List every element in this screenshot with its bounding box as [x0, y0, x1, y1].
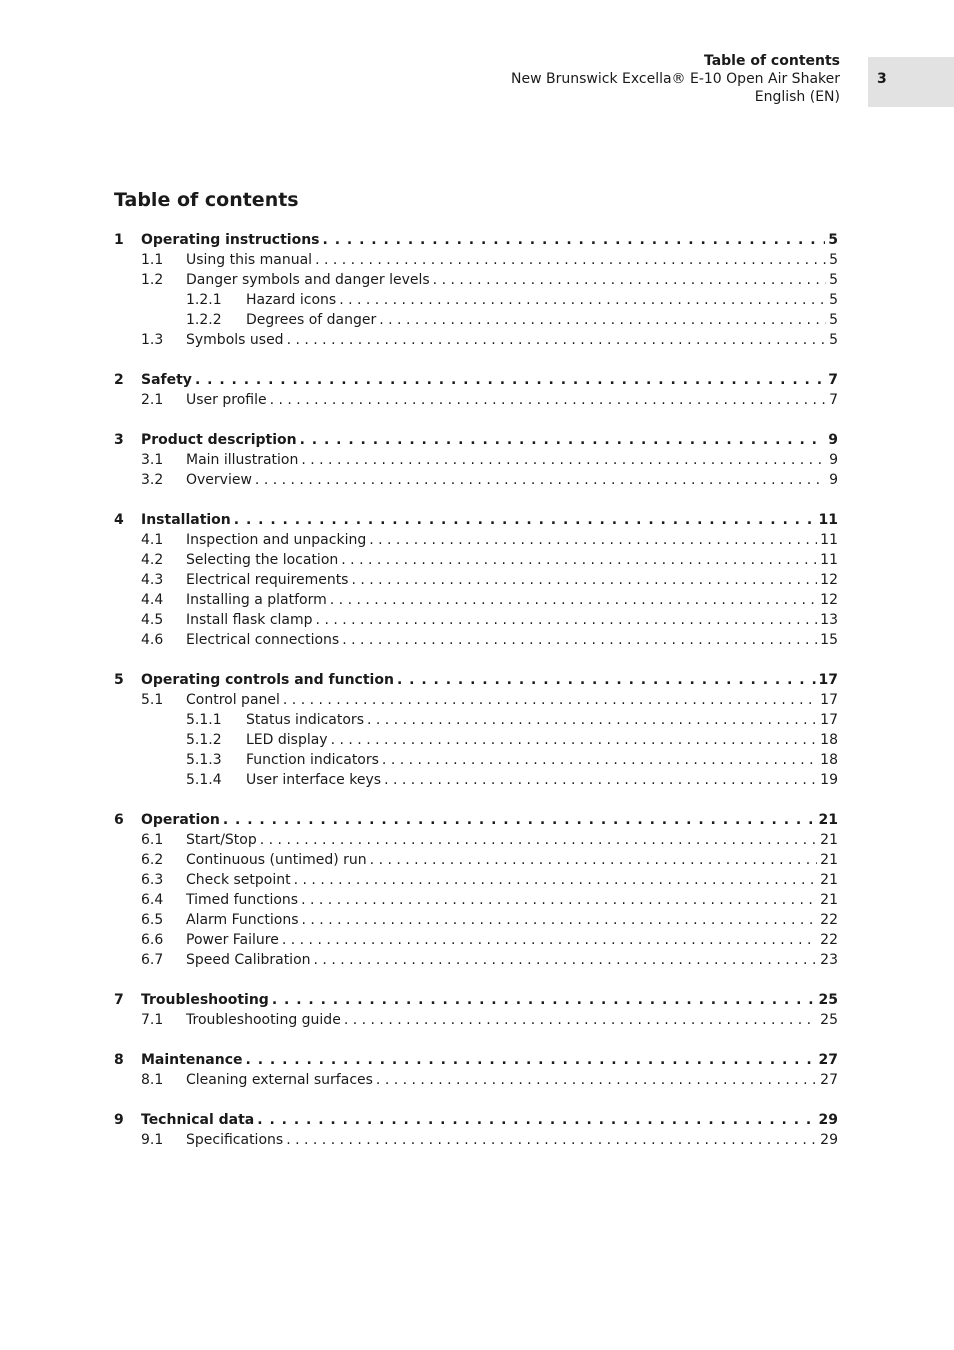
toc-subsection-entry[interactable] [114, 770, 838, 790]
toc-entry-line [186, 1130, 838, 1150]
toc-entry-title[interactable]: Electrical requirements [186, 570, 351, 590]
toc-entry-line [186, 530, 838, 550]
toc-entry-line [186, 470, 838, 490]
toc-section-entry[interactable] [114, 870, 838, 890]
toc-chapter-block [114, 670, 838, 790]
dot-leader [300, 430, 826, 450]
toc-entry-title[interactable]: Hazard icons [246, 290, 339, 310]
toc-entry-page[interactable]: 21 [820, 872, 838, 888]
toc-chapter-entry[interactable] [114, 230, 838, 250]
toc-entry-page[interactable]: 21 [820, 832, 838, 848]
toc-entry-line [186, 830, 838, 850]
toc-entry-number: 1 [114, 232, 124, 248]
toc-entry-line [141, 670, 838, 690]
toc-entry-page[interactable]: 11 [820, 552, 838, 568]
page-number: 3 [877, 71, 887, 87]
toc-entry-title[interactable]: Status indicators [246, 710, 367, 730]
toc-entry-number: 6.7 [141, 952, 164, 968]
toc-entry-page[interactable]: 9 [828, 432, 838, 448]
toc-section-entry[interactable] [114, 570, 838, 590]
toc-section-entry[interactable] [114, 590, 838, 610]
toc-entry-page[interactable]: 11 [820, 532, 838, 548]
toc-entry-number: 2 [114, 372, 124, 388]
dot-leader [286, 1130, 817, 1150]
dot-leader [302, 910, 818, 930]
dot-leader [369, 530, 817, 550]
dot-leader [331, 730, 818, 750]
toc-entry-line [141, 990, 838, 1010]
toc-entry-line [141, 510, 838, 530]
dot-leader [283, 690, 817, 710]
toc-entry-line [186, 630, 838, 650]
toc-entry-page[interactable]: 5 [829, 292, 838, 308]
toc-subsection-entry[interactable] [114, 290, 838, 310]
toc-chapter-block [114, 230, 838, 350]
toc-entry-page[interactable]: 15 [820, 632, 838, 648]
toc-entry-page[interactable]: 21 [818, 812, 838, 828]
toc-entry-number: 6 [114, 812, 124, 828]
dot-leader [257, 1110, 815, 1130]
toc-entry-title[interactable]: Technical data [141, 1110, 257, 1130]
toc-entry-page[interactable]: 29 [820, 1132, 838, 1148]
toc-section-entry[interactable] [114, 830, 838, 850]
toc-section-entry[interactable] [114, 450, 838, 470]
dot-leader [376, 1070, 817, 1090]
toc-chapter-entry[interactable] [114, 1050, 838, 1070]
toc-section-entry[interactable] [114, 850, 838, 870]
toc-entry-title[interactable]: Operating controls and function [141, 670, 397, 690]
toc-entry-number: 6.5 [141, 912, 164, 928]
dot-leader [195, 370, 825, 390]
dot-leader [384, 770, 817, 790]
toc-entry-line [186, 690, 838, 710]
toc-entry-number: 4.6 [141, 632, 164, 648]
toc-entry-title[interactable]: Operation [141, 810, 223, 830]
toc-entry-title[interactable]: Specifications [186, 1130, 286, 1150]
toc-entry-number: 5 [114, 672, 124, 688]
toc-entry-title[interactable]: Product description [141, 430, 300, 450]
toc-entry-page[interactable]: 22 [820, 932, 838, 948]
toc-subsection-entry[interactable] [114, 730, 838, 750]
toc-entry-page[interactable]: 13 [820, 612, 838, 628]
toc-entry-page[interactable]: 23 [820, 952, 838, 968]
dot-leader [379, 310, 826, 330]
toc-entry-number: 7.1 [141, 1012, 164, 1028]
toc-chapter-block [114, 1050, 838, 1090]
toc-entry-number: 5.1.3 [186, 752, 222, 768]
dot-leader [341, 550, 817, 570]
running-header [511, 52, 840, 106]
toc-chapter-entry[interactable] [114, 810, 838, 830]
toc-entry-page[interactable]: 12 [820, 572, 838, 588]
toc-entry-line [141, 1050, 838, 1070]
toc-entry-title[interactable]: Cleaning external surfaces [186, 1070, 376, 1090]
toc-entry-number: 4.1 [141, 532, 164, 548]
toc-entry-page[interactable]: 5 [829, 272, 838, 288]
toc-entry-title[interactable]: Degrees of danger [246, 310, 379, 330]
toc-entry-number: 1.1 [141, 252, 164, 268]
toc-chapter-block [114, 370, 838, 410]
toc-entry-title[interactable]: Symbols used [186, 330, 287, 350]
toc-section-entry[interactable] [114, 550, 838, 570]
toc-entry-line [246, 710, 838, 730]
dot-leader [314, 950, 818, 970]
dot-leader [270, 390, 826, 410]
toc-entry-line [186, 450, 838, 470]
toc-entry-title[interactable]: Electrical connections [186, 630, 342, 650]
toc-entry-number: 1.2 [141, 272, 164, 288]
toc-entry-number: 5.1.4 [186, 772, 222, 788]
toc-entry-number: 5.1 [141, 692, 164, 708]
toc-chapter-entry[interactable] [114, 990, 838, 1010]
toc-entry-number: 4.2 [141, 552, 164, 568]
toc-entry-page[interactable]: 18 [820, 732, 838, 748]
toc-entry-line [186, 1010, 838, 1030]
dot-leader [315, 250, 826, 270]
toc-entry-line [186, 270, 838, 290]
toc-entry-page[interactable]: 5 [829, 252, 838, 268]
toc-entry-line [246, 310, 838, 330]
toc-entry-page[interactable]: 9 [829, 472, 838, 488]
toc-entry-number: 5.1.2 [186, 732, 222, 748]
toc-entry-title[interactable]: Danger symbols and danger levels [186, 270, 433, 290]
toc-entry-title[interactable]: LED display [246, 730, 331, 750]
dot-leader [294, 870, 818, 890]
toc-section-entry[interactable] [114, 610, 838, 630]
toc-chapter-entry[interactable] [114, 510, 838, 530]
page-title: Table of contents [114, 189, 299, 211]
toc-entry-title[interactable]: Maintenance [141, 1050, 246, 1070]
toc-entry-title[interactable]: Install flask clamp [186, 610, 316, 630]
toc-entry-page[interactable]: 25 [820, 1012, 838, 1028]
toc-entry-page[interactable]: 7 [829, 392, 838, 408]
toc-section-entry[interactable] [114, 250, 838, 270]
toc-entry-line [186, 590, 838, 610]
toc-chapter-entry[interactable] [114, 430, 838, 450]
toc-entry-title[interactable]: Speed Calibration [186, 950, 314, 970]
toc-section-entry[interactable] [114, 390, 838, 410]
toc-entry-title[interactable]: Power Failure [186, 930, 282, 950]
dot-leader [272, 990, 816, 1010]
toc-entry-title[interactable]: Control panel [186, 690, 283, 710]
toc-entry-page[interactable]: 21 [820, 892, 838, 908]
toc-entry-page[interactable]: 12 [820, 592, 838, 608]
dot-leader [223, 810, 816, 830]
toc-entry-title[interactable]: Start/Stop [186, 830, 260, 850]
toc-section-entry[interactable] [114, 1010, 838, 1030]
toc-entry-number: 6.4 [141, 892, 164, 908]
header-title: Table of contents [703, 53, 840, 69]
toc-entry-line [186, 550, 838, 570]
dot-leader [301, 890, 817, 910]
toc-entry-title[interactable]: Alarm Functions [186, 910, 302, 930]
toc-entry-page[interactable]: 17 [820, 712, 838, 728]
toc-entry-number: 1.2.2 [186, 312, 222, 328]
toc-entry-line [186, 850, 838, 870]
header-language: English (EN) [754, 89, 840, 105]
toc-entry-line [141, 1110, 838, 1130]
toc-section-entry[interactable] [114, 690, 838, 710]
dot-leader [301, 450, 826, 470]
toc-entry-title[interactable]: Overview [186, 470, 255, 490]
dot-leader [260, 830, 817, 850]
toc-entry-page[interactable]: 5 [829, 312, 838, 328]
toc-entry-number: 8.1 [141, 1072, 164, 1088]
toc-entry-line [186, 950, 838, 970]
toc-entry-title[interactable]: User profile [186, 390, 270, 410]
dot-leader [397, 670, 816, 690]
toc-entry-title[interactable]: Check setpoint [186, 870, 294, 890]
toc-entry-line [186, 250, 838, 270]
toc-entry-page[interactable]: 7 [828, 372, 838, 388]
toc-entry-number: 9 [114, 1112, 124, 1128]
toc-entry-title[interactable]: Selecting the location [186, 550, 341, 570]
toc-entry-number: 2.1 [141, 392, 164, 408]
toc-entry-page[interactable]: 17 [820, 692, 838, 708]
toc-chapter-block [114, 430, 838, 490]
toc-entry-title[interactable]: Function indicators [246, 750, 382, 770]
dot-leader [339, 290, 826, 310]
toc-entry-number: 8 [114, 1052, 124, 1068]
toc-chapter-entry[interactable] [114, 370, 838, 390]
toc-entry-line [186, 610, 838, 630]
toc-entry-number: 3.1 [141, 452, 164, 468]
toc-entry-page[interactable]: 9 [829, 452, 838, 468]
dot-leader [351, 570, 817, 590]
dot-leader [342, 630, 817, 650]
toc-section-entry[interactable] [114, 630, 838, 650]
toc-entry-number: 3 [114, 432, 124, 448]
toc-section-entry[interactable] [114, 890, 838, 910]
toc-entry-title[interactable]: Installation [141, 510, 234, 530]
toc-subsection-entry[interactable] [114, 710, 838, 730]
toc-section-entry[interactable] [114, 470, 838, 490]
dot-leader [234, 510, 816, 530]
toc-entry-title[interactable]: Using this manual [186, 250, 315, 270]
toc-entry-line [141, 810, 838, 830]
toc-entry-title[interactable]: Safety [141, 370, 195, 390]
toc-entry-line [246, 290, 838, 310]
toc-entry-page[interactable]: 22 [820, 912, 838, 928]
toc-chapter-block [114, 990, 838, 1030]
toc-section-entry[interactable] [114, 270, 838, 290]
toc-entry-line [186, 570, 838, 590]
toc-entry-line [186, 870, 838, 890]
dot-leader [316, 610, 818, 630]
toc-entry-page[interactable]: 5 [829, 332, 838, 348]
toc-entry-page[interactable]: 27 [820, 1072, 838, 1088]
dot-leader [330, 590, 817, 610]
toc-entry-title[interactable]: Installing a platform [186, 590, 330, 610]
dot-leader [246, 1050, 816, 1070]
toc-section-entry[interactable] [114, 1130, 838, 1150]
toc-entry-line [246, 770, 838, 790]
toc-entry-number: 6.6 [141, 932, 164, 948]
toc-entry-number: 1.2.1 [186, 292, 222, 308]
page-number-tab [868, 57, 954, 107]
toc-entry-title[interactable]: Timed functions [186, 890, 301, 910]
toc-entry-number: 3.2 [141, 472, 164, 488]
toc-entry-number: 4.4 [141, 592, 164, 608]
table-of-contents [114, 230, 838, 1170]
toc-entry-page[interactable]: 25 [818, 992, 838, 1008]
toc-entry-line [186, 930, 838, 950]
toc-entry-line [186, 910, 838, 930]
toc-entry-number: 4.5 [141, 612, 164, 628]
toc-chapter-entry[interactable] [114, 1110, 838, 1130]
toc-entry-line [186, 1070, 838, 1090]
dot-leader [382, 750, 817, 770]
toc-chapter-block [114, 510, 838, 650]
toc-entry-page[interactable]: 11 [818, 512, 838, 528]
toc-entry-title[interactable]: Operating instructions [141, 230, 323, 250]
dot-leader [370, 850, 818, 870]
toc-section-entry[interactable] [114, 530, 838, 550]
toc-entry-line [141, 370, 838, 390]
dot-leader [287, 330, 827, 350]
toc-entry-number: 6.1 [141, 832, 164, 848]
toc-chapter-block [114, 810, 838, 970]
dot-leader [282, 930, 817, 950]
toc-subsection-entry[interactable] [114, 310, 838, 330]
toc-chapter-block [114, 1110, 838, 1150]
toc-entry-page[interactable]: 19 [820, 772, 838, 788]
toc-entry-line [186, 330, 838, 350]
toc-entry-title[interactable]: Main illustration [186, 450, 301, 470]
dot-leader [367, 710, 817, 730]
toc-entry-page[interactable]: 27 [818, 1052, 838, 1068]
toc-entry-title[interactable]: Troubleshooting [141, 990, 272, 1010]
toc-entry-title[interactable]: Troubleshooting guide [186, 1010, 344, 1030]
toc-entry-line [246, 750, 838, 770]
toc-entry-number: 4.3 [141, 572, 164, 588]
toc-subsection-entry[interactable] [114, 750, 838, 770]
toc-chapter-entry[interactable] [114, 670, 838, 690]
toc-entry-line [186, 890, 838, 910]
dot-leader [255, 470, 826, 490]
header-product: New Brunswick Excella® E-10 Open Air Shaker [511, 71, 840, 87]
toc-section-entry[interactable] [114, 930, 838, 950]
toc-entry-line [141, 430, 838, 450]
toc-entry-page[interactable]: 29 [818, 1112, 838, 1128]
toc-entry-page[interactable]: 21 [820, 852, 838, 868]
toc-section-entry[interactable] [114, 950, 838, 970]
toc-entry-page[interactable]: 5 [828, 232, 838, 248]
dot-leader [344, 1010, 817, 1030]
toc-entry-number: 7 [114, 992, 124, 1008]
toc-entry-number: 6.2 [141, 852, 164, 868]
toc-entry-page[interactable]: 17 [818, 672, 838, 688]
toc-entry-number: 9.1 [141, 1132, 164, 1148]
toc-entry-number: 4 [114, 512, 124, 528]
toc-entry-page[interactable]: 18 [820, 752, 838, 768]
dot-leader [433, 270, 826, 290]
toc-entry-line [141, 230, 838, 250]
toc-entry-line [246, 730, 838, 750]
toc-entry-title[interactable]: User interface keys [246, 770, 384, 790]
toc-entry-number: 6.3 [141, 872, 164, 888]
toc-entry-number: 5.1.1 [186, 712, 222, 728]
toc-section-entry[interactable] [114, 910, 838, 930]
dot-leader [323, 230, 826, 250]
toc-entry-title[interactable]: Inspection and unpacking [186, 530, 369, 550]
toc-entry-title[interactable]: Continuous (untimed) run [186, 850, 370, 870]
toc-entry-line [186, 390, 838, 410]
toc-entry-number: 1.3 [141, 332, 164, 348]
toc-section-entry[interactable] [114, 330, 838, 350]
toc-section-entry[interactable] [114, 1070, 838, 1090]
